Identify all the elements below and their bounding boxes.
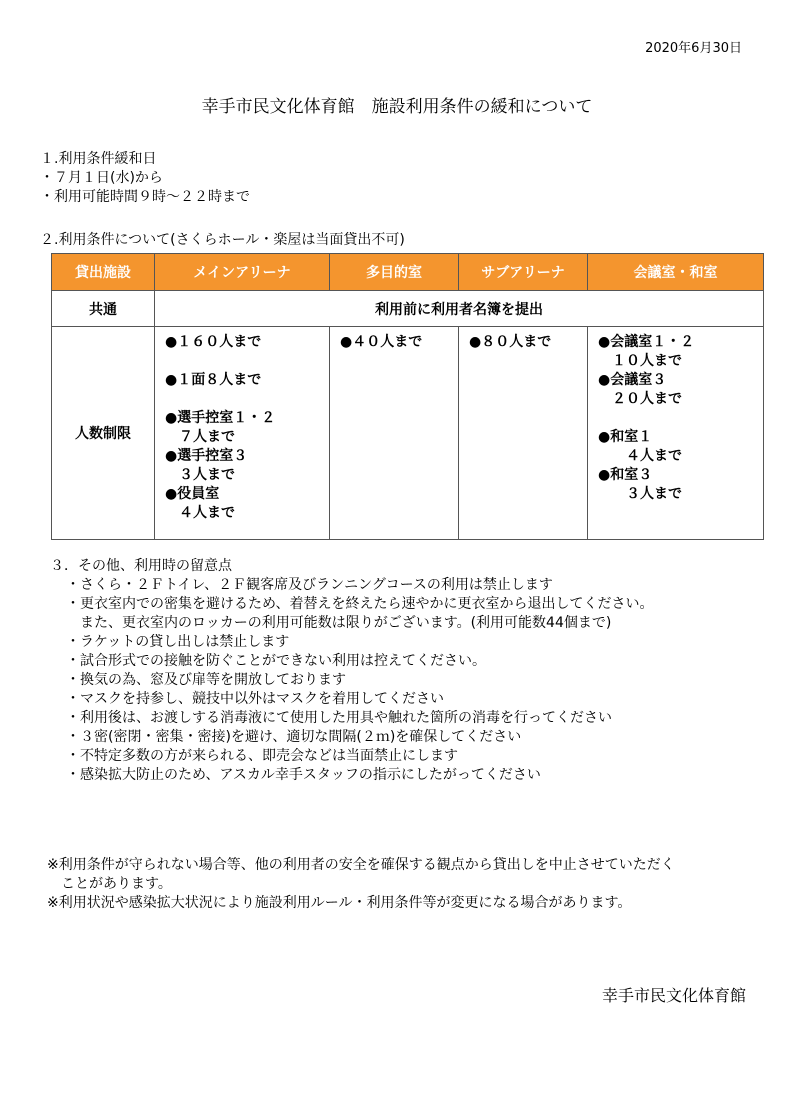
footer-organization: 幸手市民文化体育館: [601, 986, 746, 1005]
list-item: ３人まで: [165, 467, 235, 483]
list-item: ・感染拡大防止のため、アスカル幸手スタッフの指示にしたがってください: [66, 767, 541, 783]
table-row-capacity: [52, 327, 764, 540]
header-multipurpose-room: 多目的室: [330, 254, 459, 291]
list-item: ・不特定多数の方が来られる、即売会などは当面禁止にします: [66, 748, 458, 764]
table-header-row: [52, 254, 764, 291]
list-item: ※利用条件が守られない場合等、他の利用者の安全を確保する観点から貸出しを中止させていただく: [47, 857, 675, 873]
list-item: [165, 390, 329, 409]
header-main-arena: メインアリーナ: [155, 254, 330, 291]
section3-heading: ３．その他、利用時の留意点: [50, 558, 232, 574]
list-item: ・換気の為、窓及び扉等を開放しております: [66, 672, 346, 688]
disclaimer-notes: [47, 856, 675, 913]
list-item: また、更衣室内のロッカーの利用可能数は限りがございます。(利用可能数44個まで): [66, 615, 612, 631]
sub-arena-limits: [459, 327, 588, 540]
common-label: 共通: [52, 291, 155, 327]
list-item: ●４０人まで: [340, 334, 423, 350]
section2-heading: ２.利用条件について(さくらホール・楽屋は当面貸出不可): [40, 232, 405, 248]
list-item: １０人まで: [598, 353, 682, 369]
meeting-room-limits: [588, 327, 764, 540]
section-relaxation-date: [40, 150, 250, 207]
list-item: ●和室３: [598, 467, 653, 483]
section-notes-of-use: [50, 557, 653, 785]
section1-line: ・７月１日(水)から: [40, 170, 163, 186]
list-item: ４人まで: [165, 505, 235, 521]
list-item: ７人まで: [165, 429, 235, 445]
list-item: ２０人まで: [598, 391, 682, 407]
list-item: ●選手控室１・２: [165, 410, 276, 426]
table-row-common: [52, 291, 764, 327]
list-item: ・さくら・２Ｆトイレ、２Ｆ観客席及びランニングコースの利用は禁止します: [66, 577, 553, 593]
common-value: 利用前に利用者名簿を提出: [155, 291, 764, 327]
document-title: 幸手市民文化体育館 施設利用条件の緩和について: [201, 97, 593, 117]
list-item: ・３密(密閉・密集・密接)を避け、適切な間隔(２ｍ)を確保してください: [66, 729, 522, 745]
main-arena-limits: [155, 327, 330, 540]
list-item: ●役員室: [165, 486, 220, 502]
list-item: ●会議室３: [598, 372, 667, 388]
list-item: ●１面８人まで: [165, 372, 262, 388]
list-item: ・ラケットの貸し出しは禁止します: [66, 634, 290, 650]
list-item: ・マスクを持参し、競技中以外はマスクを着用してください: [66, 691, 444, 707]
list-item: ●会議室１・２: [598, 334, 695, 350]
capacity-label: 人数制限: [52, 327, 155, 540]
conditions-table: [51, 253, 764, 540]
section1-line: ・利用可能時間９時〜２２時まで: [40, 189, 250, 205]
list-item: ３人まで: [598, 486, 682, 502]
list-item: ことがあります。: [47, 876, 172, 892]
list-item: ※利用状況や感染拡大状況により施設利用ルール・利用条件等が変更になる場合があります。: [47, 895, 632, 911]
multipurpose-limits: [330, 327, 459, 540]
list-item: ・試合形式での接触を防ぐことができない利用は控えてください。: [66, 653, 486, 669]
list-item: ●和室１: [598, 429, 653, 445]
list-item: ●選手控室３: [165, 448, 248, 464]
header-sub-arena: サブアリーナ: [459, 254, 588, 291]
notes-list: [50, 576, 653, 785]
list-item: [165, 352, 329, 371]
list-item: ・利用後は、お渡しする消毒液にて使用した用具や触れた箇所の消毒を行ってください: [66, 710, 612, 726]
list-item: ４人まで: [598, 448, 682, 464]
list-item: ●８０人まで: [469, 334, 552, 350]
list-item: [598, 409, 763, 428]
list-item: ●１６０人まで: [165, 334, 262, 350]
header-facility: 貸出施設: [52, 254, 155, 291]
list-item: ・更衣室内での密集を避けるため、着替えを終えたら速やかに更衣室から退出してください。: [66, 596, 654, 612]
section1-heading: １.利用条件緩和日: [40, 151, 157, 167]
header-meeting-room: 会議室・和室: [588, 254, 764, 291]
document-date: 2020年6月30日: [645, 41, 742, 56]
